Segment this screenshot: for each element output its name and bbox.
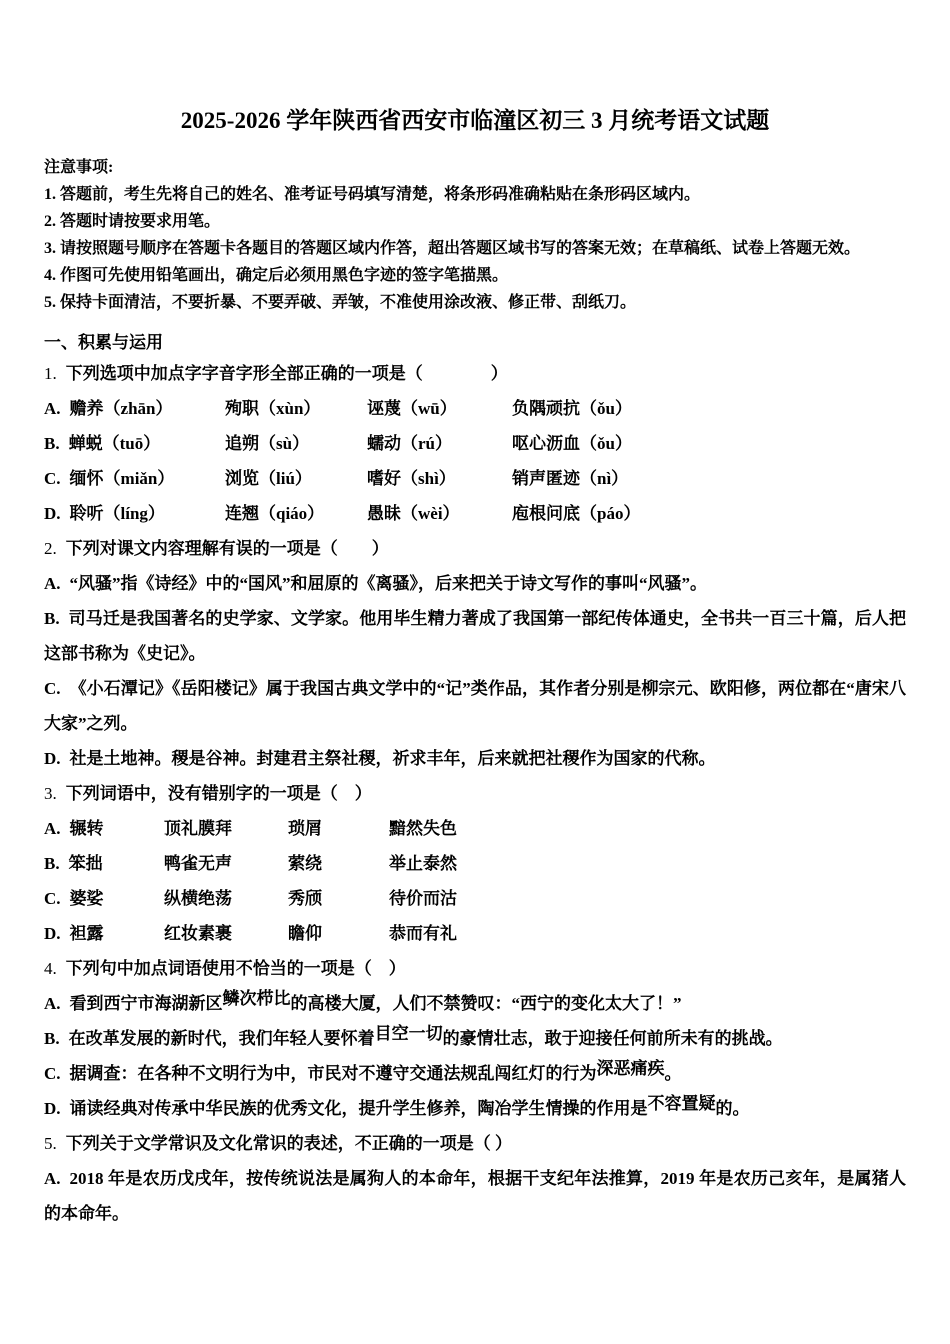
option-word: 秀颀 bbox=[288, 889, 322, 908]
option-word: 追朔（sù） bbox=[225, 434, 310, 453]
question-3-option-row-b bbox=[44, 846, 906, 881]
option-label: B. bbox=[44, 609, 60, 628]
option-label: A. bbox=[44, 819, 61, 838]
option-word: 聆听（líng） bbox=[69, 504, 165, 523]
question-4-stem bbox=[44, 951, 906, 986]
question-2-option-c bbox=[44, 671, 906, 741]
option-word: 纵横绝荡 bbox=[164, 889, 232, 908]
question-4-option-c bbox=[44, 1056, 906, 1091]
option-word: 恭而有礼 bbox=[389, 924, 457, 943]
option-word: 呕心沥血（ǒu） bbox=[512, 434, 632, 453]
option-word: 瞻仰 bbox=[288, 924, 322, 943]
option-word: 袒露 bbox=[69, 924, 104, 943]
option-text: 据调查：在各种不文明行为中，市民对不遵守交通法规乱闯红灯的行为 bbox=[69, 1064, 597, 1083]
option-word: 萦绕 bbox=[288, 854, 322, 873]
question-4-option-b bbox=[44, 1021, 906, 1056]
option-word: 蝉蜕（tuō） bbox=[68, 434, 161, 453]
option-text: 《小石潭记》《岳阳楼记》属于我国古典文学中的“记”类作品，其作者分别是柳宗元、欧阳修，两位都在“唐宋八大家”之列。 bbox=[44, 679, 906, 733]
question-number: 4. bbox=[44, 959, 57, 978]
question-3-stem bbox=[44, 776, 906, 811]
option-label: A. bbox=[44, 399, 61, 418]
option-label: B. bbox=[44, 434, 60, 453]
option-word: 婆娑 bbox=[69, 889, 104, 908]
question-2-option-d bbox=[44, 741, 906, 776]
option-word: 嗜好（shì） bbox=[367, 469, 456, 488]
option-label: C. bbox=[44, 679, 61, 698]
option-label: C. bbox=[44, 889, 61, 908]
question-stem-text: 下列关于文学常识及文化常识的表述，不正确的一项是（ ） bbox=[65, 1134, 512, 1153]
option-word: 殉职（xùn） bbox=[225, 399, 321, 418]
option-text: 的。 bbox=[715, 1099, 750, 1118]
question-number: 2. bbox=[44, 539, 57, 558]
notice-item: 5. 保持卡面清洁，不要折暴、不要弄破、弄皱，不准使用涂改液、修正带、刮纸刀。 bbox=[44, 294, 637, 311]
notice-item: 3. 请按照题号顺序在答题卡各题目的答题区域内作答，超出答题区域书写的答案无效；在草稿纸、试卷上答题无效。 bbox=[44, 240, 861, 257]
option-text: 诵读经典对传承中华民族的优秀文化，提升学生修养，陶冶学生情操的作用是 bbox=[69, 1099, 648, 1118]
option-label: A. bbox=[44, 994, 61, 1013]
question-number: 3. bbox=[44, 784, 57, 803]
question-3-option-row-a bbox=[44, 811, 906, 846]
option-word: 蠕动（rú） bbox=[367, 434, 452, 453]
section-accumulation bbox=[44, 330, 906, 1231]
notice-heading: 注意事项: bbox=[44, 159, 114, 176]
option-word: 销声匿迹（nì） bbox=[512, 469, 629, 488]
option-text: 的高楼大厦，人们不禁赞叹：“西宁的变化太大了！” bbox=[290, 994, 682, 1013]
exam-title: 2025-2026 学年陕西省西安市临潼区初三 3 月统考语文试题 bbox=[180, 108, 770, 133]
question-1-option-row-c bbox=[44, 461, 906, 496]
notice-block bbox=[44, 154, 906, 316]
option-text: 。 bbox=[664, 1064, 682, 1083]
notice-item: 4. 作图可先使用铅笔画出，确定后必须用黑色字迹的签字笔描黑。 bbox=[44, 267, 509, 284]
option-word: 诬蔑（wū） bbox=[367, 399, 457, 418]
option-text: 司马迁是我国著名的史学家、文学家。他用毕生精力著成了我国第一部纪传体通史，全书共一百三十篇，后人把这部书称为《史记》。 bbox=[44, 609, 906, 663]
question-3-option-row-d bbox=[44, 916, 906, 951]
question-4-option-d bbox=[44, 1091, 906, 1126]
option-text: “风骚”指《诗经》中的“国风”和屈原的《离骚》，后来把关于诗文写作的事叫“风骚”。 bbox=[69, 574, 708, 593]
option-word: 缅怀（miǎn） bbox=[69, 469, 175, 488]
question-1-option-row-b bbox=[44, 426, 906, 461]
option-label: C. bbox=[44, 469, 61, 488]
option-label: B. bbox=[44, 854, 60, 873]
question-stem-text: 下列选项中加点字字音字形全部正确的一项是（ ） bbox=[65, 364, 508, 383]
option-word: 举止泰然 bbox=[389, 854, 457, 873]
option-word: 负隅顽抗（ǒu） bbox=[512, 399, 632, 418]
emphasized-word: 鳞次栉比 bbox=[222, 989, 291, 1008]
question-number: 1. bbox=[44, 364, 57, 383]
question-2-option-b bbox=[44, 601, 906, 671]
emphasized-word: 深恶痛疾 bbox=[596, 1059, 665, 1078]
option-word: 鸭雀无声 bbox=[164, 854, 232, 873]
option-word: 辗转 bbox=[69, 819, 104, 838]
question-stem-text: 下列句中加点词语使用不恰当的一项是（ ） bbox=[65, 959, 406, 978]
option-word: 琐屑 bbox=[288, 819, 322, 838]
option-word: 顶礼膜拜 bbox=[164, 819, 232, 838]
option-word: 笨拙 bbox=[68, 854, 103, 873]
option-label: B. bbox=[44, 1029, 60, 1048]
option-label: A. bbox=[44, 1169, 61, 1188]
section-heading: 一、积累与运用 bbox=[44, 333, 163, 352]
question-2-stem bbox=[44, 531, 906, 566]
question-1-stem bbox=[44, 356, 906, 391]
emphasized-word: 不容置疑 bbox=[647, 1094, 716, 1113]
question-2-option-a bbox=[44, 566, 906, 601]
option-word: 愚昧（wèi） bbox=[367, 504, 460, 523]
question-4-option-a bbox=[44, 986, 906, 1021]
question-5-stem bbox=[44, 1126, 906, 1161]
option-label: D. bbox=[44, 749, 61, 768]
option-text: 的豪情壮志，敢于迎接任何前所未有的挑战。 bbox=[442, 1029, 783, 1048]
option-label: C. bbox=[44, 1064, 61, 1083]
question-5-option-a bbox=[44, 1161, 906, 1231]
question-stem-text: 下列对课文内容理解有误的一项是（ ） bbox=[65, 539, 389, 558]
option-label: D. bbox=[44, 1099, 61, 1118]
option-word: 黯然失色 bbox=[389, 819, 457, 838]
option-word: 待价而沽 bbox=[389, 889, 457, 908]
option-text: 看到西宁市海湖新区 bbox=[69, 994, 223, 1013]
notice-item: 1. 答题前，考生先将自己的姓名、准考证号码填写清楚，将条形码准确粘贴在条形码区域内。 bbox=[44, 186, 701, 203]
question-stem-text: 下列词语中，没有错别字的一项是（ ） bbox=[65, 784, 372, 803]
option-text: 2018 年是农历戊戌年，按传统说法是属狗人的本命年，根据干支纪年法推算，2019 年是农历己亥年，是属猪人的本命年。 bbox=[44, 1169, 906, 1223]
question-number: 5. bbox=[44, 1134, 57, 1153]
question-1-option-row-d bbox=[44, 496, 906, 531]
option-label: A. bbox=[44, 574, 61, 593]
option-text: 在改革发展的新时代，我们年轻人要怀着 bbox=[68, 1029, 375, 1048]
question-1-option-row-a bbox=[44, 391, 906, 426]
emphasized-word: 目空一切 bbox=[374, 1024, 443, 1043]
question-3-option-row-c bbox=[44, 881, 906, 916]
option-word: 连翘（qiáo） bbox=[225, 504, 325, 523]
notice-item: 2. 答题时请按要求用笔。 bbox=[44, 213, 221, 230]
option-word: 庖根问底（páo） bbox=[512, 504, 641, 523]
option-word: 赡养（zhān） bbox=[69, 399, 173, 418]
option-text: 社是土地神。稷是谷神。封建君主祭社稷，祈求丰年，后来就把社稷作为国家的代称。 bbox=[69, 749, 716, 768]
option-word: 红妆素裹 bbox=[164, 924, 232, 943]
option-word: 浏览（liú） bbox=[225, 469, 312, 488]
option-label: D. bbox=[44, 924, 61, 943]
option-label: D. bbox=[44, 504, 61, 523]
